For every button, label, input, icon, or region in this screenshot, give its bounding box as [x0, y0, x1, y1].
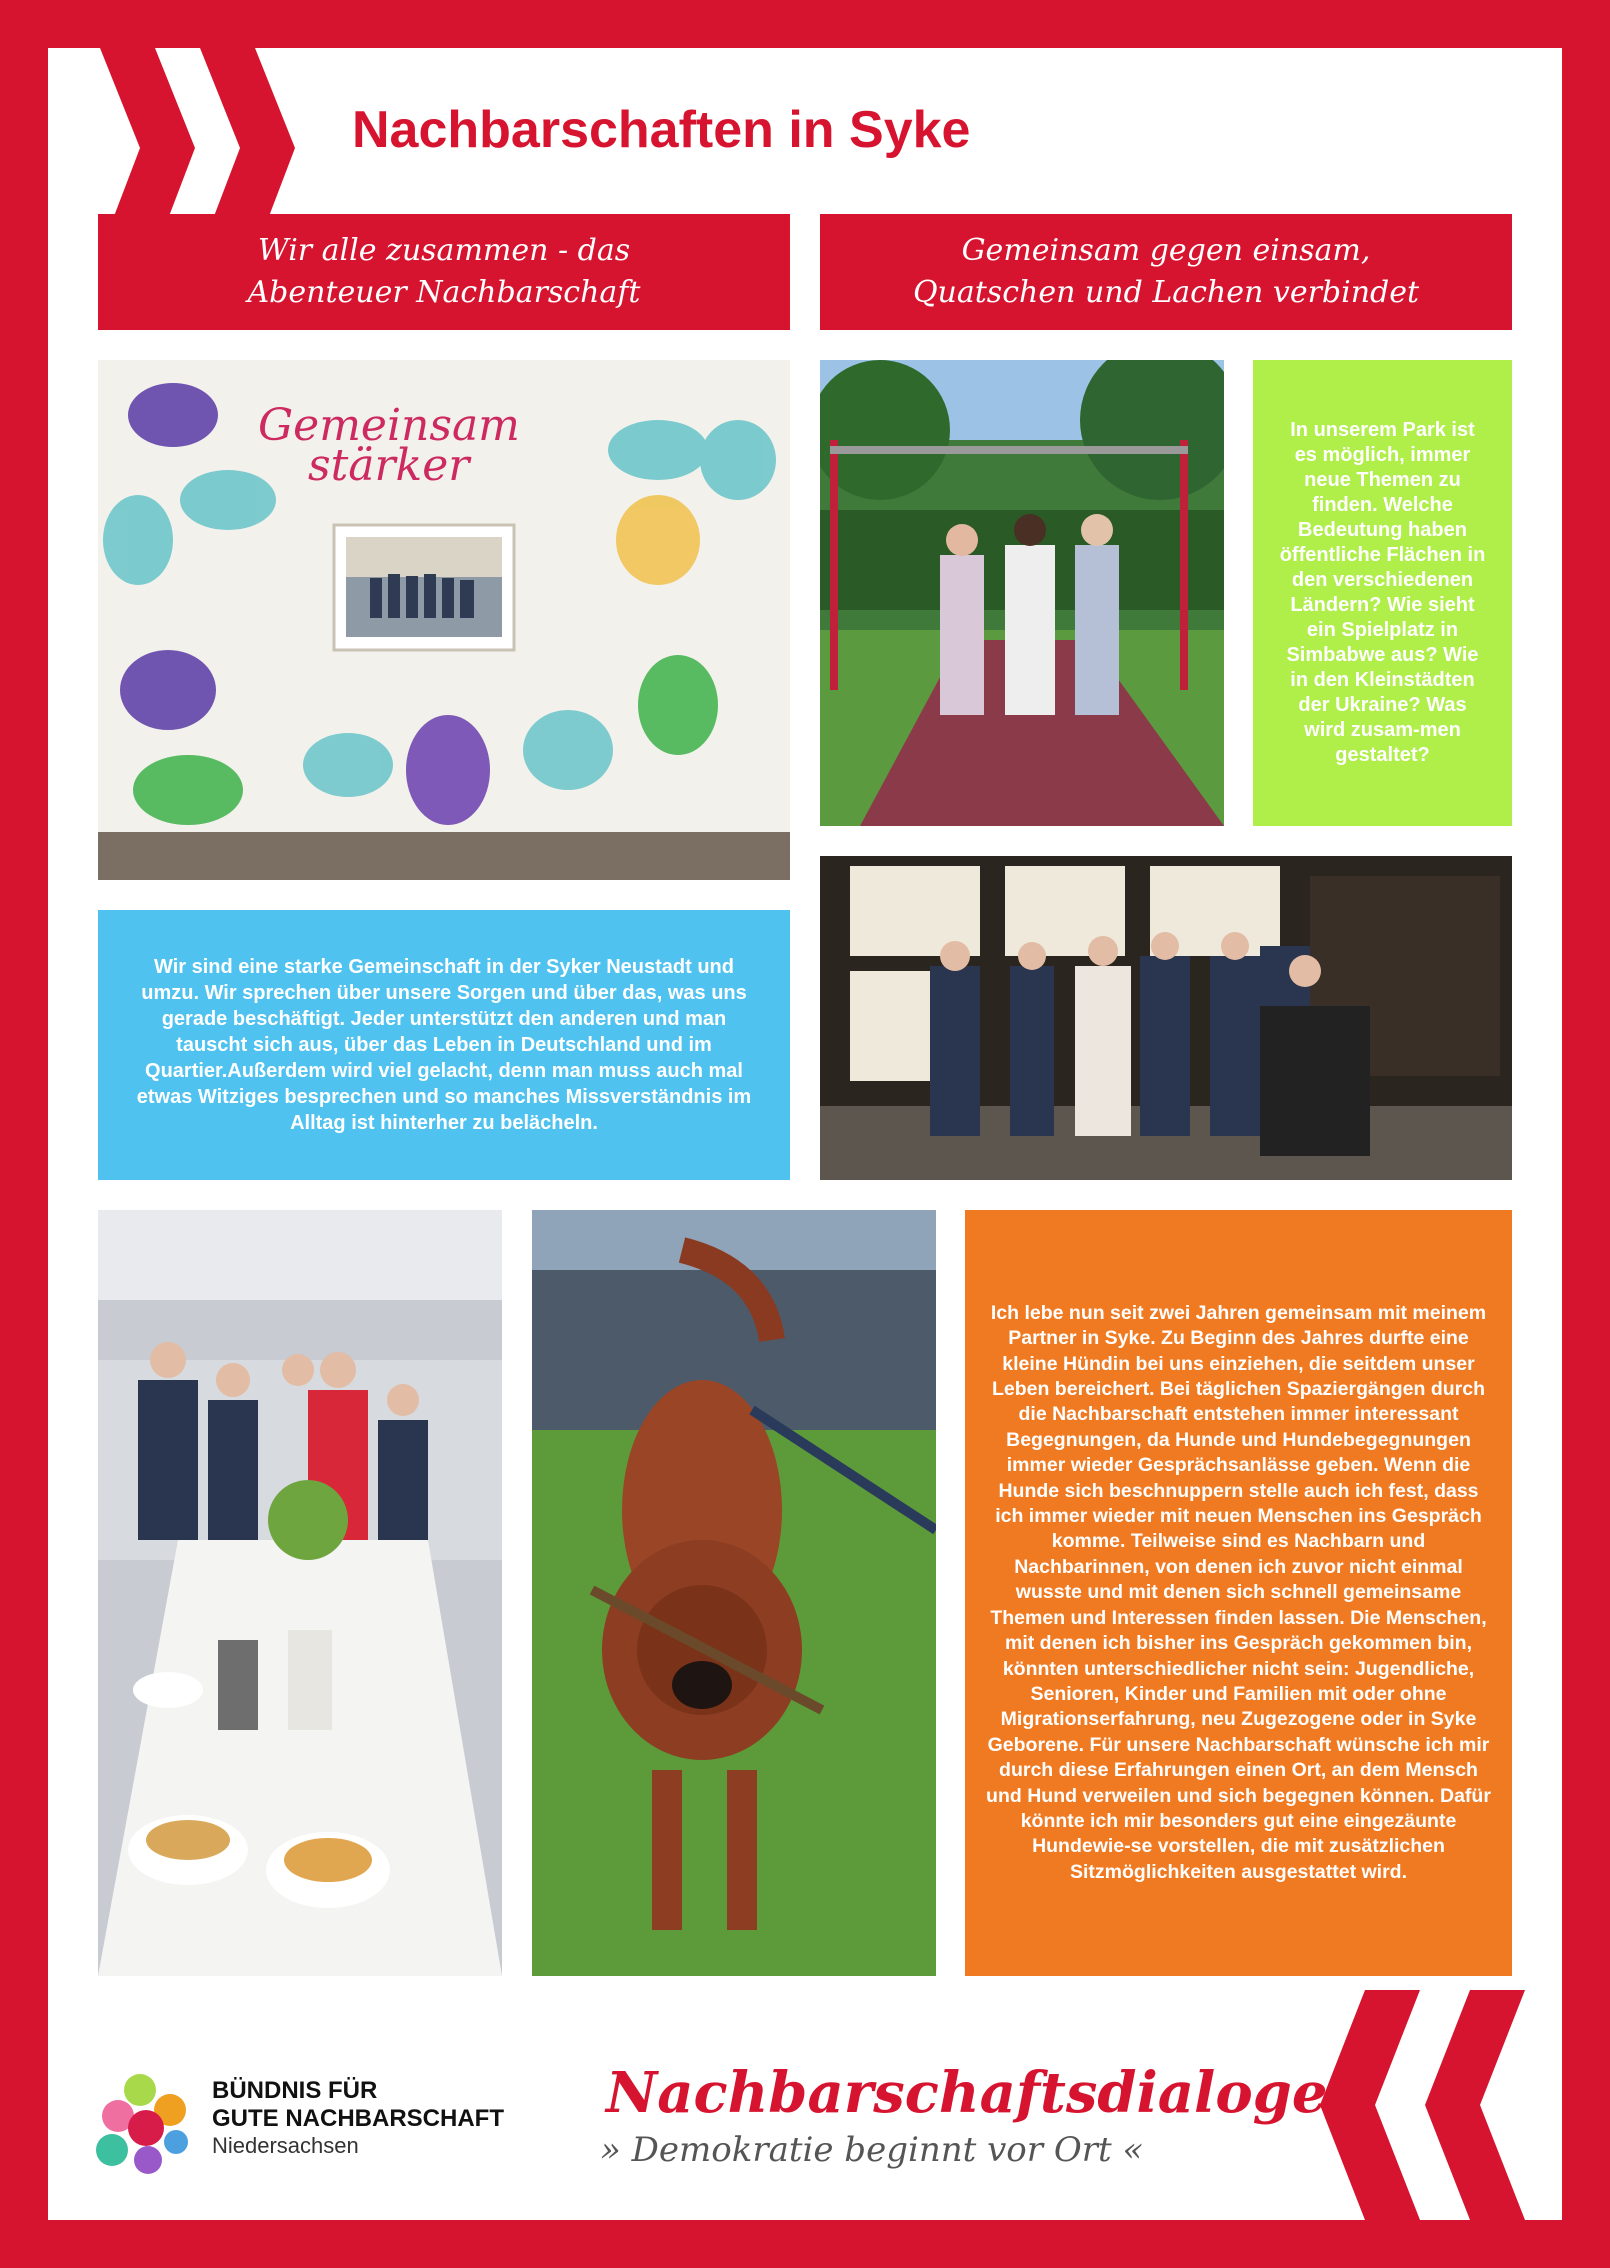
group-photo-timber-house	[820, 856, 1512, 1180]
quote-close-mark: «	[1122, 2130, 1144, 2170]
park-text: In unserem Park ist es möglich, immer neue Themen zu finden. Welche Bedeutung haben öffentliche Flächen in den verschiedenen Ländern? Wie sieht ein Spielplatz in Simbabwe aus? Wie in den Kleinstädten der Ukraine? Was wird zusam-men gestaltet?	[1279, 419, 1486, 766]
brand-name-line: BÜNDNIS FÜR	[212, 2077, 378, 2104]
dog-text: Ich lebe nun seit zwei Jahren gemeinsam mit meinem Partner in Syke. Zu Beginn des Jahres durfte eine kleine Hündin bei uns einziehen, die seitdem unser Leben bereichert. Bei täglichen Spaziergängen durch die Nachbarschaft entstehen immer interessant Begegnungen, da Hunde und Hundebegegnungen immer wieder Gesprächsanlässe geben. Wenn die Hunde sich beschnuppern stelle auch ich fest, dass ich immer wieder mit neuen Menschen ins Gespräch komme. Teilweise sind es Nachbarn und Nachbarinnen, von denen ich zuvor nicht einmal wusste und mit denen sich schnell gemeinsame Themen und Interessen finden lassen. Die Menschen, mit denen ich bisher ins Gespräch gekommen bin, könnten unterschiedlicher nicht sein: Jugendliche, Senioren, Kinder und Familien mit oder ohne Migrationserfahrung, neu Zugezogene oder in Syke Geborene. Für unsere Nachbarschaft wünsche ich mir durch diese Erfahrungen einen Ort, an dem Mensch und Hund verweilen und sich begegnen können. Dafür könnte ich mir besonders gut eine eingezäunte Hundewie-se vorstellen, die mit zusätzlichen Sitzmöglichkeiten ausgestattet wird.	[986, 1301, 1491, 1883]
heading-line: Quatschen und Lachen verbindet	[912, 275, 1420, 310]
handprint-board-photo	[98, 360, 790, 880]
brand-name-line: GUTE NACHBARSCHAFT	[212, 2105, 504, 2132]
park-group-photo	[820, 360, 1224, 826]
board-title: stärker	[308, 440, 470, 491]
park-text-box	[1253, 360, 1512, 826]
dog-text-box	[965, 1210, 1512, 1976]
dialog-title: Nachbarschaftsdialoge	[606, 2060, 1328, 2126]
section-heading-right	[820, 214, 1512, 330]
dog-photo	[532, 1210, 936, 1976]
brand-region: Niedersachsen	[212, 2133, 359, 2158]
dialog-subtitle: Demokratie beginnt vor Ort	[631, 2130, 1112, 2170]
section-heading-left	[98, 214, 790, 330]
community-text-box	[98, 910, 790, 1180]
page-title: Nachbarschaften in Syke	[352, 101, 971, 159]
brunch-table-photo	[98, 1210, 502, 1976]
brand-block	[212, 2077, 504, 2159]
dialog-subtitle-line	[600, 2130, 1143, 2170]
heading-line: Wir alle zusammen - das	[257, 233, 631, 268]
buendnis-logo-icon	[88, 2072, 193, 2177]
heading-line: Abenteuer Nachbarschaft	[247, 275, 641, 310]
community-text: Wir sind eine starke Gemeinschaft in der Syker Neustadt und umzu. Wir sprechen über unsere Sorgen und über das, was uns gerade beschäftigt. Jeder unterstützt den anderen und man tauscht sich aus, über das Leben in Deutschland und im Quartier.Außerdem wird viel gelacht, denn man muss auch mal etwas Witziges besprechen und so manches Missverständnis im Alltag ist hinterher zu belächeln.	[136, 956, 752, 1134]
quote-open-mark: »	[600, 2130, 621, 2170]
chevron-quote-close-icon	[1300, 1990, 1560, 2220]
heading-line: Gemeinsam gegen einsam,	[961, 233, 1371, 268]
board-title: Gemeinsam	[258, 400, 520, 451]
